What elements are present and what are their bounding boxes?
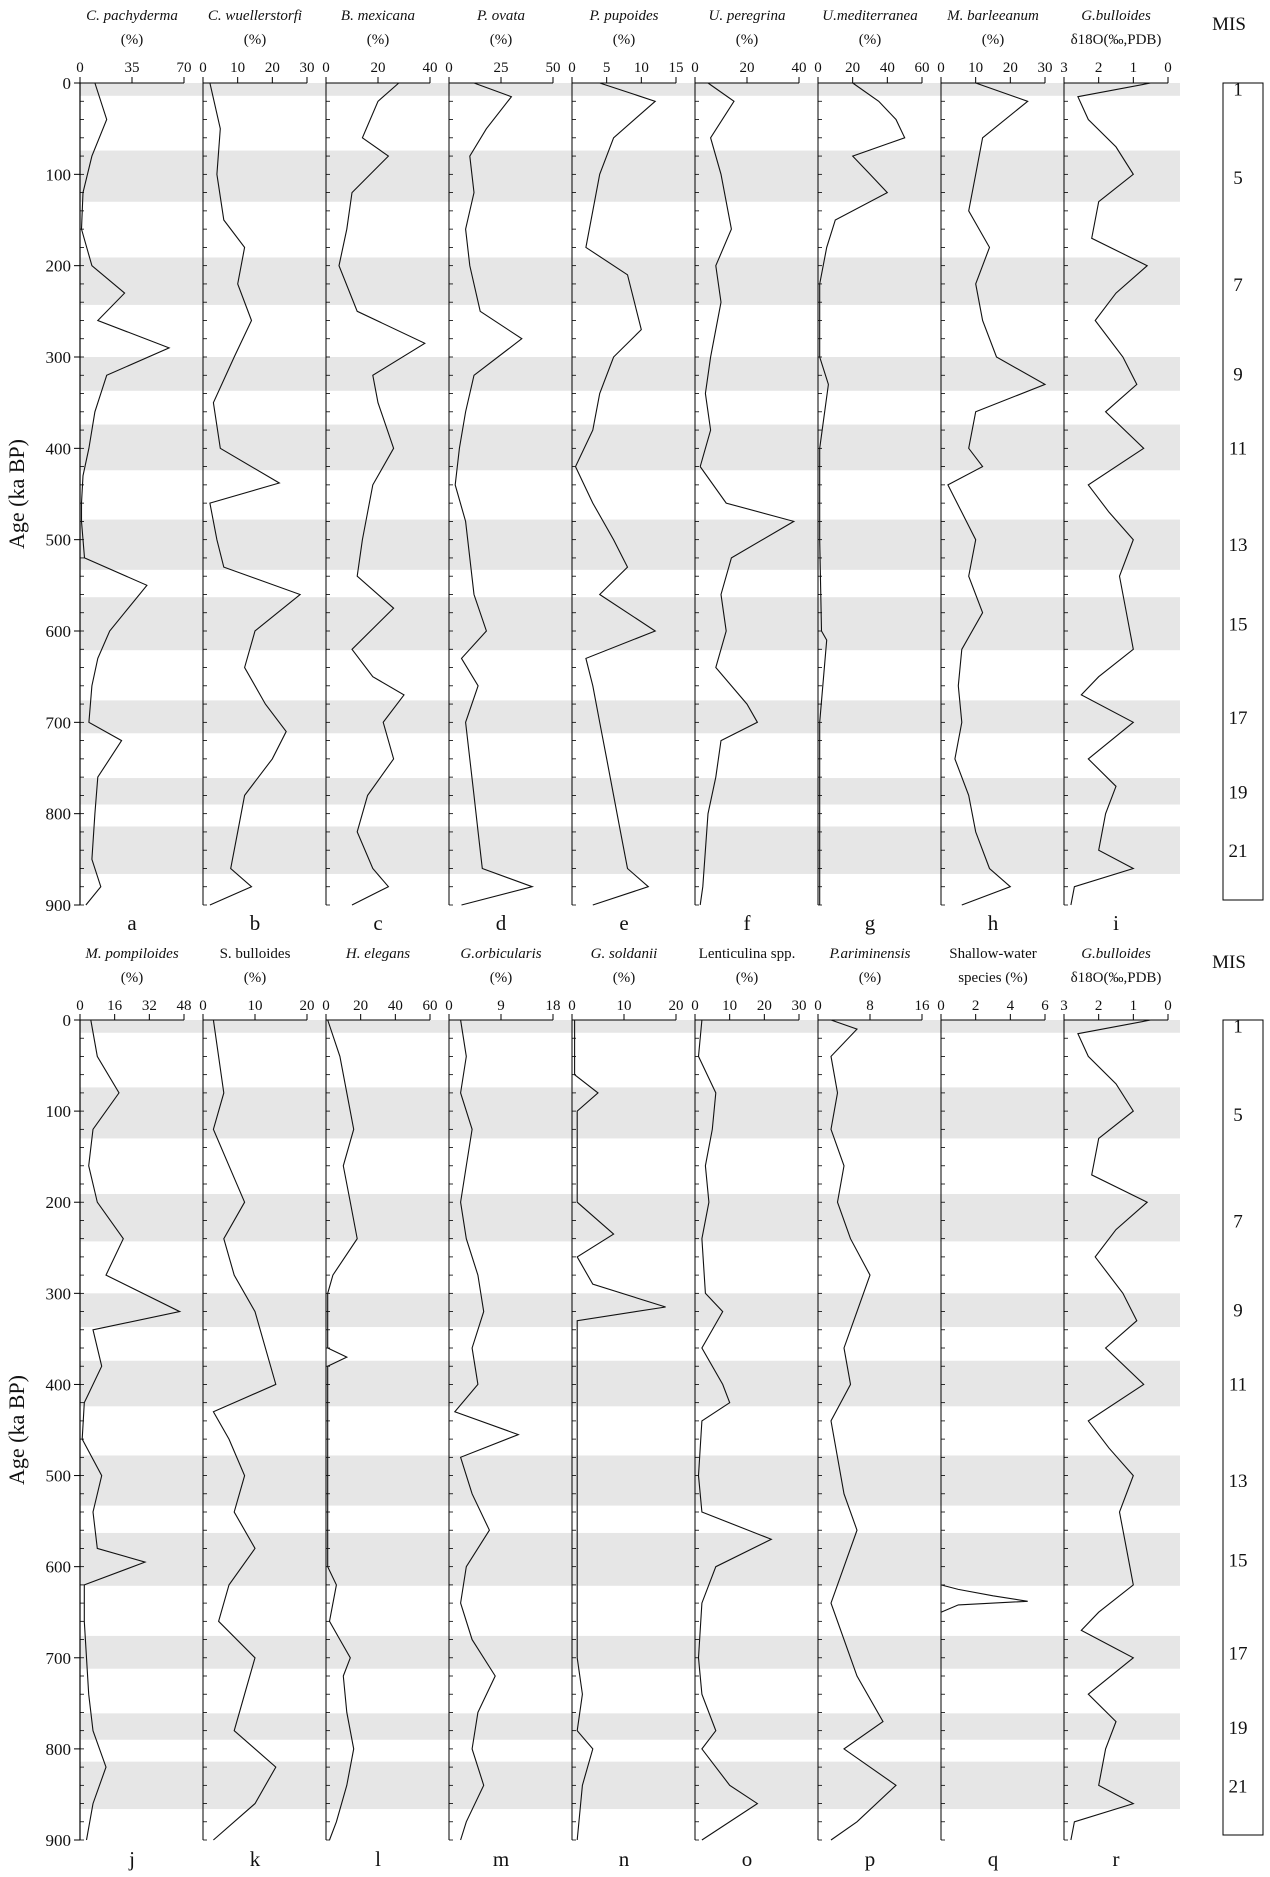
x-tick-label: 2 [971, 998, 980, 1014]
x-tick-label: 0 [76, 60, 84, 76]
x-tick-label: 1 [1129, 60, 1138, 76]
panel-letter-c: c [373, 911, 383, 935]
x-tick-label: 16 [914, 998, 930, 1014]
mis-band-9 [80, 357, 1180, 391]
mis-stage-13: 13 [1228, 1471, 1248, 1493]
mis-box [1223, 1020, 1263, 1835]
y-tick-label: 900 [45, 1831, 71, 1850]
mis-stage-11: 11 [1228, 1374, 1248, 1396]
mis-band-13 [80, 1456, 1180, 1506]
mis-band-9 [80, 1293, 1180, 1327]
panel-title: Shallow-water [949, 946, 1037, 962]
x-tick-label: 60 [914, 60, 930, 76]
x-tick-label: 0 [691, 60, 699, 76]
mis-stage-1: 1 [1233, 1016, 1243, 1038]
panel-title: H. elegans [345, 946, 411, 962]
x-tick-label: 10 [722, 998, 738, 1014]
mis-stage-15: 15 [1228, 614, 1248, 636]
x-tick-label: 0 [691, 998, 699, 1014]
panel-letter-i: i [1113, 911, 1119, 935]
x-tick-label: 0 [568, 998, 576, 1014]
mis-band-5 [80, 1087, 1180, 1138]
y-tick-label: 100 [45, 1102, 71, 1122]
x-tick-label: 0 [76, 998, 84, 1014]
panel-title: P. ovata [476, 8, 526, 24]
panel-unit: species (%) [958, 970, 1028, 986]
mis-band-15 [80, 597, 1180, 650]
x-tick-label: 60 [422, 998, 438, 1014]
x-tick-label: 0 [322, 998, 330, 1014]
panel-unit: (%) [243, 32, 267, 48]
x-tick-label: 5 [602, 60, 611, 76]
x-tick-label: 18 [545, 998, 561, 1014]
mis-box [1223, 83, 1263, 900]
x-tick-label: 9 [497, 998, 505, 1014]
x-tick-label: 40 [879, 60, 895, 76]
mis-band-21 [80, 826, 1180, 873]
x-tick-label: 30 [299, 60, 315, 76]
panel-unit: δ18O(‰,PDB) [1070, 970, 1162, 986]
panel-unit: (%) [120, 970, 144, 986]
mis-stage-5: 5 [1233, 1104, 1243, 1126]
mis-stage-17: 17 [1228, 707, 1248, 729]
x-tick-label: 25 [493, 60, 509, 76]
mis-stage-11: 11 [1228, 438, 1248, 460]
mis-stage-9: 9 [1233, 1300, 1243, 1322]
panel-unit: (%) [489, 970, 513, 986]
panel-title: U.mediterranea [822, 8, 918, 24]
y-tick-label: 800 [45, 804, 71, 824]
x-tick-label: 0 [1164, 998, 1172, 1014]
x-tick-label: 6 [1041, 998, 1049, 1014]
x-tick-label: 1 [1129, 998, 1138, 1014]
x-tick-label: 20 [668, 998, 684, 1014]
mis-band-11 [80, 1361, 1180, 1407]
mis-heading: MIS [1212, 14, 1246, 35]
panel-letter-b: b [249, 911, 261, 935]
panel-letter-d: d [495, 911, 507, 935]
x-tick-label: 2 [1094, 998, 1103, 1014]
mis-band-17 [80, 700, 1180, 733]
panel-letter-k: k [249, 1847, 261, 1871]
x-tick-label: 4 [1006, 998, 1015, 1014]
series-line-q [941, 1585, 1028, 1612]
mis-stage-17: 17 [1228, 1643, 1248, 1665]
x-tick-label: 30 [1037, 60, 1053, 76]
mis-band-1 [80, 83, 1180, 96]
mis-stage-1: 1 [1233, 79, 1243, 101]
x-tick-label: 30 [791, 998, 807, 1014]
panel-unit: (%) [612, 970, 636, 986]
x-tick-label: 10 [968, 60, 984, 76]
x-tick-label: 20 [1002, 60, 1018, 76]
x-tick-label: 0 [568, 60, 576, 76]
mis-stage-7: 7 [1233, 274, 1243, 296]
y-tick-label: 500 [45, 530, 71, 550]
x-tick-label: 10 [633, 60, 649, 76]
mis-stage-7: 7 [1233, 1211, 1243, 1233]
mis-stage-21: 21 [1228, 841, 1248, 863]
panel-letter-e: e [619, 911, 629, 935]
x-tick-label: 3 [1060, 60, 1068, 76]
x-tick-label: 8 [866, 998, 874, 1014]
x-tick-label: 10 [230, 60, 246, 76]
panel-unit: (%) [243, 970, 267, 986]
y-tick-label: 300 [45, 348, 71, 367]
x-tick-label: 50 [545, 60, 561, 76]
x-tick-label: 48 [176, 998, 192, 1014]
x-tick-label: 2 [1094, 60, 1103, 76]
panel-letter-f: f [743, 911, 751, 935]
x-tick-label: 0 [814, 60, 822, 76]
x-tick-label: 40 [422, 60, 438, 76]
panel-unit: (%) [120, 32, 144, 48]
panel-letter-g: g [864, 911, 876, 935]
y-axis-label: Age (ka BP) [4, 1375, 29, 1485]
mis-band-19 [80, 1713, 1180, 1739]
panel-unit: (%) [612, 32, 636, 48]
y-tick-label: 500 [45, 1466, 71, 1486]
x-tick-label: 16 [107, 998, 123, 1014]
x-tick-label: 20 [353, 998, 369, 1014]
x-tick-label: 20 [370, 60, 386, 76]
mis-band-19 [80, 778, 1180, 804]
panel-letter-r: r [1112, 1847, 1120, 1871]
panel-title: G.orbicularis [460, 946, 542, 962]
mis-stage-15: 15 [1228, 1550, 1248, 1572]
mis-band-17 [80, 1636, 1180, 1669]
panel-unit: (%) [858, 970, 882, 986]
y-tick-label: 0 [62, 74, 71, 93]
y-tick-label: 400 [45, 1375, 71, 1395]
x-tick-label: 10 [247, 998, 263, 1014]
chart-block-1 [74, 77, 1263, 905]
panel-letter-o: o [741, 1847, 753, 1871]
panel-letter-p: p [864, 1847, 876, 1871]
panel-unit: δ18O(‰,PDB) [1070, 32, 1162, 48]
x-tick-label: 0 [445, 998, 453, 1014]
x-tick-label: 20 [756, 998, 772, 1014]
panel-letter-n: n [618, 1847, 630, 1871]
x-tick-label: 0 [322, 60, 330, 76]
panel-title: G.bulloides [1081, 946, 1151, 962]
mis-stage-19: 19 [1228, 782, 1248, 804]
panel-letter-h: h [987, 911, 999, 935]
mis-band-13 [80, 520, 1180, 570]
x-tick-label: 0 [445, 60, 453, 76]
panel-letter-a: a [127, 911, 137, 935]
x-tick-label: 0 [814, 998, 822, 1014]
mis-stage-5: 5 [1233, 168, 1243, 190]
y-tick-label: 600 [45, 1557, 71, 1577]
mis-band-5 [80, 151, 1180, 202]
panel-letter-q: q [987, 1847, 999, 1871]
panel-title: P. pupoides [589, 8, 659, 24]
panel-title: G.bulloides [1081, 8, 1151, 24]
y-tick-label: 200 [45, 1193, 71, 1213]
mis-stage-13: 13 [1228, 535, 1248, 557]
y-tick-label: 700 [45, 1648, 71, 1668]
y-tick-label: 700 [45, 713, 71, 733]
panel-title: P.ariminensis [829, 946, 911, 962]
x-tick-label: 40 [387, 998, 403, 1014]
y-tick-label: 100 [45, 165, 71, 185]
mis-band-1 [80, 1020, 1180, 1033]
x-tick-label: 20 [264, 60, 280, 76]
panel-title: M. pompiloides [85, 946, 179, 962]
x-tick-label: 32 [141, 998, 157, 1014]
x-tick-label: 0 [199, 60, 207, 76]
x-tick-label: 10 [616, 998, 632, 1014]
y-tick-label: 300 [45, 1284, 71, 1304]
mis-band-7 [80, 257, 1180, 304]
x-tick-label: 70 [176, 60, 192, 76]
mis-band-15 [80, 1533, 1180, 1586]
mis-heading: MIS [1212, 952, 1246, 973]
mis-stage-9: 9 [1233, 364, 1243, 386]
panel-title: M. barleeanum [947, 8, 1039, 24]
y-tick-label: 0 [62, 1011, 71, 1030]
panel-title: C. wuellerstorfi [207, 8, 303, 24]
x-tick-label: 0 [1164, 60, 1172, 76]
x-tick-label: 3 [1060, 998, 1068, 1014]
panel-unit: (%) [981, 32, 1005, 48]
panel-letter-l: l [375, 1847, 381, 1871]
y-tick-label: 800 [45, 1739, 71, 1759]
panel-unit: (%) [489, 32, 513, 48]
panel-unit: (%) [366, 32, 390, 48]
x-tick-label: 20 [299, 998, 315, 1014]
x-tick-label: 20 [739, 60, 755, 76]
x-tick-label: 40 [791, 60, 807, 76]
mis-stage-21: 21 [1228, 1776, 1248, 1798]
x-tick-label: 0 [199, 998, 207, 1014]
mis-band-21 [80, 1762, 1180, 1809]
mis-stage-19: 19 [1228, 1718, 1248, 1740]
x-tick-label: 35 [124, 60, 140, 76]
panel-letter-j: j [129, 1847, 135, 1871]
chart-block-2 [74, 1014, 1263, 1840]
x-tick-label: 0 [937, 60, 945, 76]
x-tick-label: 20 [845, 60, 861, 76]
panel-title: Lenticulina spp. [698, 946, 796, 962]
panel-title: U. peregrina [708, 8, 786, 24]
y-tick-label: 600 [45, 622, 71, 641]
panel-letter-m: m [492, 1847, 510, 1871]
x-tick-label: 15 [668, 60, 684, 76]
y-tick-label: 900 [45, 896, 71, 915]
panel-unit: (%) [858, 32, 882, 48]
panel-title: B. mexicana [340, 8, 416, 24]
y-axis-label: Age (ka BP) [4, 439, 29, 549]
mis-band-7 [80, 1194, 1180, 1241]
panel-unit: (%) [735, 970, 759, 986]
panel-title: C. pachyderma [86, 8, 178, 24]
panel-title: S. bulloides [219, 946, 291, 962]
panel-title: G. soldanii [590, 946, 658, 962]
y-tick-label: 400 [45, 439, 71, 459]
x-tick-label: 0 [937, 998, 945, 1014]
panel-unit: (%) [735, 32, 759, 48]
y-tick-label: 200 [45, 256, 71, 276]
